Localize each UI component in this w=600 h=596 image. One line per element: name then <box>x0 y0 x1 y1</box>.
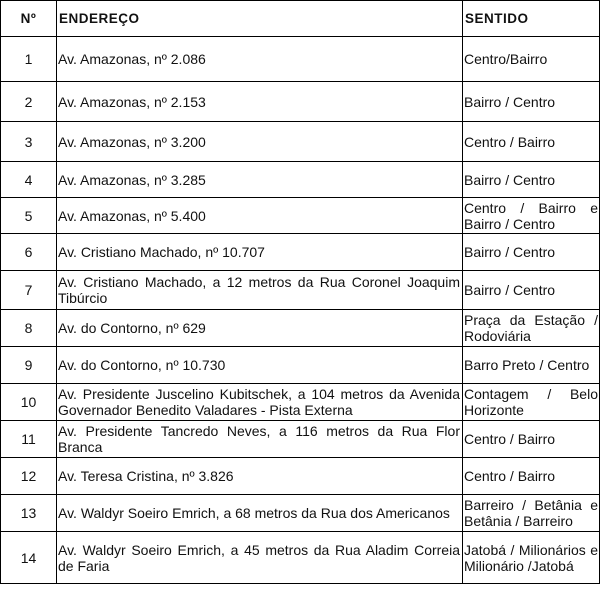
row-num: 8 <box>1 310 57 347</box>
header-row <box>1 1 600 37</box>
row-endereco: Av. Amazonas, nº 2.153 <box>57 82 463 122</box>
row-endereco: Av. do Contorno, nº 629 <box>57 310 463 347</box>
header-sentido: SENTIDO <box>463 1 600 37</box>
row-sentido: Barreiro / Betânia e Betânia / Barreiro <box>463 495 600 532</box>
row-endereco: Av. do Contorno, nº 10.730 <box>57 347 463 384</box>
table-row <box>1 495 600 532</box>
row-sentido: Barro Preto / Centro <box>463 347 600 384</box>
row-sentido: Bairro / Centro <box>463 271 600 310</box>
row-endereco: Av. Amazonas, nº 3.200 <box>57 122 463 162</box>
row-sentido: Jatobá / Milionários e Milionário /Jatobá <box>463 532 600 584</box>
row-num: 3 <box>1 122 57 162</box>
row-num: 9 <box>1 347 57 384</box>
table-row <box>1 122 600 162</box>
table-row <box>1 421 600 458</box>
row-sentido: Centro / Bairro e Bairro / Centro <box>464 199 598 232</box>
row-endereco: Av. Teresa Cristina, nº 3.826 <box>57 458 463 495</box>
row-num: 7 <box>1 271 57 310</box>
row-num: 6 <box>1 234 57 271</box>
row-num: 1 <box>1 37 57 82</box>
row-num: 2 <box>1 82 57 122</box>
row-num: 5 <box>1 198 57 234</box>
row-endereco: Av. Presidente Tancredo Neves, a 116 metros da Rua Flor Branca <box>57 421 463 458</box>
table-row <box>1 271 600 310</box>
table-row <box>1 532 600 584</box>
table-row <box>1 347 600 384</box>
table-row <box>1 37 600 82</box>
row-endereco: Av. Amazonas, nº 2.086 <box>57 37 463 82</box>
row-sentido: Centro / Bairro <box>463 458 600 495</box>
row-sentido: Praça da Estação / Rodoviária <box>463 310 600 347</box>
row-sentido: Bairro / Centro <box>463 82 600 122</box>
row-endereco: Av. Waldyr Soeiro Emrich, a 68 metros da Rua dos Americanos <box>57 495 463 532</box>
row-num: 4 <box>1 162 57 198</box>
row-sentido: Centro / Bairro <box>463 421 600 458</box>
row-sentido: Centro / Bairro <box>463 122 600 162</box>
header-endereco: ENDEREÇO <box>57 1 463 37</box>
row-num: 14 <box>1 532 57 584</box>
row-sentido: Centro/Bairro <box>463 37 600 82</box>
table-row <box>1 162 600 198</box>
row-sentido: Contagem / Belo Horizonte <box>463 384 600 421</box>
row-endereco: Av. Waldyr Soeiro Emrich, a 45 metros da Rua Aladim Correia de Faria <box>57 532 463 584</box>
table-row <box>1 198 600 234</box>
row-num: 13 <box>1 495 57 532</box>
row-sentido: Bairro / Centro <box>463 234 600 271</box>
row-num: 12 <box>1 458 57 495</box>
row-endereco: Av. Cristiano Machado, a 12 metros da Rua Coronel Joaquim Tibúrcio <box>57 271 463 310</box>
table-row <box>1 458 600 495</box>
row-num: 11 <box>1 421 57 458</box>
table-row <box>1 82 600 122</box>
table-row <box>1 384 600 421</box>
table-row <box>1 234 600 271</box>
row-sentido: Bairro / Centro <box>463 162 600 198</box>
row-endereco: Av. Amazonas, nº 5.400 <box>57 198 463 234</box>
table-row <box>1 310 600 347</box>
row-endereco: Av. Presidente Juscelino Kubitschek, a 104 metros da Avenida Governador Benedito Valadares - Pista Externa <box>57 384 463 421</box>
row-endereco: Av. Amazonas, nº 3.285 <box>57 162 463 198</box>
row-endereco: Av. Cristiano Machado, nº 10.707 <box>57 234 463 271</box>
header-num: Nº <box>1 1 57 37</box>
row-num: 10 <box>1 384 57 421</box>
